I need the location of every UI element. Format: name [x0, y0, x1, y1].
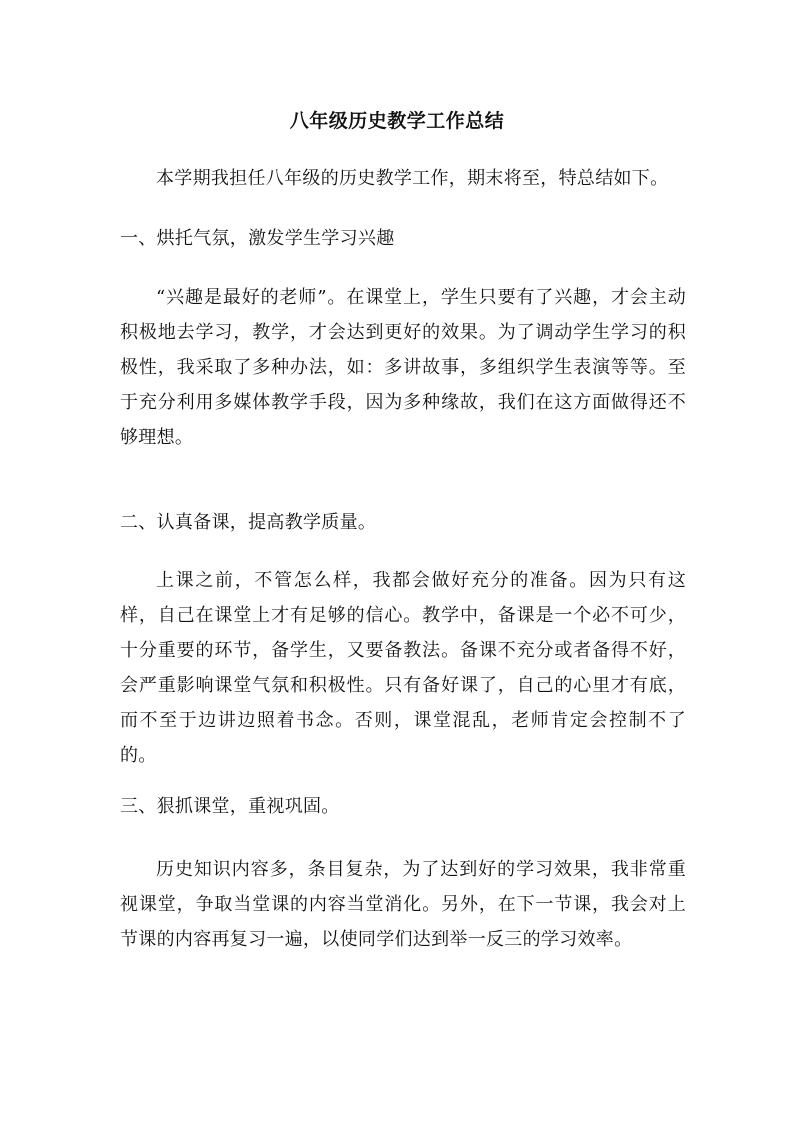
section-heading-1: 一、烘托气氛，激发学生学习兴趣 [120, 228, 395, 249]
section-paragraph-2: 上课之前，不管怎么样，我都会做好充分的准备。因为只有这样，自己在课堂上才有足够的信心。教学中，备课是一个必不可少，十分重要的环节，备学生，又要备教法。备课不充分或者备得不好，会严重影响课堂气氛和积极性。只有备好课了，自己的心里才有底，而不至于边讲边照着书念。否则，课堂混乱，老师肯定会控制不了的。 [120, 570, 686, 766]
section-heading-3: 三、狠抓课堂，重视巩固。 [120, 796, 340, 817]
section-paragraph-1: “兴趣是最好的老师”。在课堂上，学生只要有了兴趣，才会主动积极地去学习，教学，才会达到更好的效果。为了调动学生学习的积极性，我采取了多种办法，如：多讲故事，多组织学生表演等等。至于充分利用多媒体教学手段，因为多种缘故，我们在这方面做得还不够理想。 [120, 287, 686, 448]
document-title: 八年级历史教学工作总结 [289, 110, 505, 132]
intro-paragraph: 本学期我担任八年级的历史教学工作，期末将至，特总结如下。 [156, 168, 669, 189]
section-heading-2: 二、认真备课，提高教学质量。 [120, 512, 377, 533]
section-paragraph-3: 历史知识内容多，条目复杂，为了达到好的学习效果，我非常重视课堂，争取当堂课的内容当堂消化。另外，在下一节课，我会对上节课的内容再复习一遍，以使同学们达到举一反三的学习效率。 [120, 859, 686, 950]
